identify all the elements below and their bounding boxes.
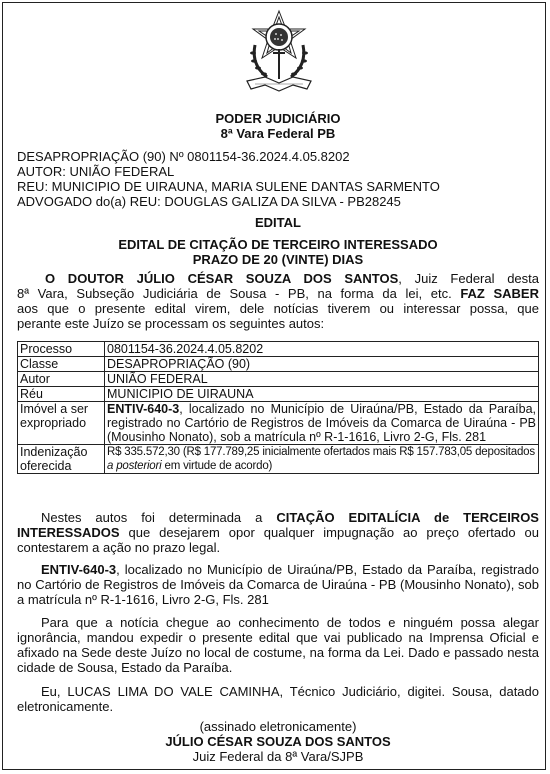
case-defendant-line: REU: MUNICIPIO DE UIRAUNA, MARIA SULENE DANTAS SARMENTO bbox=[17, 179, 440, 194]
signature-note: (assinado eletronicamente) bbox=[199, 719, 357, 734]
document-title: EDITAL DE CITAÇÃO DE TERCEIRO INTERESSADO bbox=[118, 237, 438, 252]
case-info bbox=[17, 149, 539, 209]
clerk-paragraph: Eu, LUCAS LIMA DO VALE CAMINHA, Técnico Judiciário, digitei. Sousa, datado eletronicamente. bbox=[17, 684, 539, 714]
table-row bbox=[18, 342, 539, 357]
judge-name: O DOUTOR JÚLIO CÉSAR SOUZA DOS SANTOS bbox=[45, 271, 399, 286]
table-value bbox=[105, 402, 539, 445]
brazil-coat-of-arms-icon bbox=[241, 9, 317, 97]
citation-bold: CITAÇÃO EDITALÍCIA de TERCEIROS INTERESSADOS bbox=[17, 510, 539, 540]
publication-paragraph: Para que a notícia chegue ao conhecimento de todos e ninguém possa alegar ignorância, mandou expedir o presente edital que vai publicado na Imprensa Oficial e afixado na Sede deste Juízo no local de costume, na forma da Lei. Dado e passado nesta cidade de Sousa, Estado da Paraíba. bbox=[17, 615, 539, 675]
signer-name: JÚLIO CÉSAR SOUZA DOS SANTOS bbox=[165, 734, 391, 749]
table-key: Classe bbox=[18, 357, 105, 372]
table-key: Imóvel a ser expropriado bbox=[18, 402, 105, 445]
property-description: , localizado no Município de Uiraúna/PB, Estado da Paraíba, registrado no Cartório de Registros de Imóveis da Comarca de Uiraúna - PB (Mousinho Nonato), sob a matrícula nº R-1-1616, Livro 2-G, Fls. 281 bbox=[107, 402, 536, 444]
indemnity-italic: a posteriori bbox=[107, 460, 162, 472]
org-heading: PODER JUDICIÁRIO bbox=[215, 111, 341, 126]
property-paragraph bbox=[17, 562, 539, 607]
table-key: Processo bbox=[18, 342, 105, 357]
signer-role: Juiz Federal da 8ª Vara/SJPB bbox=[192, 749, 364, 764]
process-table bbox=[17, 341, 539, 474]
intro-text-1: , Juiz Federal desta bbox=[398, 271, 539, 286]
case-class-line: DESAPROPRIAÇÃO (90) Nº 0801154-36.2024.4.05.8202 bbox=[17, 149, 350, 164]
table-value: UNIÃO FEDERAL bbox=[105, 372, 539, 387]
citation-text-1: Nestes autos foi determinada a bbox=[41, 510, 277, 525]
table-value: DESAPROPRIAÇÃO (90) bbox=[105, 357, 539, 372]
table-row bbox=[18, 372, 539, 387]
property-text: , localizado no Município de Uiraúna/PB, Estado da Paraíba, registrado no Cartório de Registros de Imóveis da Comarca de Uiraúna - PB (Mousinho Nonato), sob a matrícula nº R-1-1616, Livro 2-G, Fls. 281 bbox=[17, 562, 539, 607]
table-row bbox=[18, 402, 539, 445]
intro-text-3: aos que o presente edital virem, dele notícias tiverem ou interessar possa, que bbox=[17, 301, 539, 316]
table-row bbox=[18, 357, 539, 372]
edital-label: EDITAL bbox=[255, 215, 301, 230]
case-author-line: AUTOR: UNIÃO FEDERAL bbox=[17, 164, 175, 179]
document-subtitle: PRAZO DE 20 (VINTE) DIAS bbox=[192, 252, 364, 267]
citation-text-2: que desejarem opor qualquer impugnação ao preço ofertado ou contestarem a ação no prazo legal. bbox=[17, 525, 539, 555]
table-value: 0801154-36.2024.4.05.8202 bbox=[105, 342, 539, 357]
table-value: MUNICIPIO DE UIRAUNA bbox=[105, 387, 539, 402]
property-code: ENTIV-640-3 bbox=[107, 402, 180, 416]
intro-text-4: perante este Juízo se processam os seguintes autos: bbox=[17, 316, 325, 331]
intro-paragraph bbox=[17, 271, 539, 331]
case-lawyer-line: ADVOGADO do(a) REU: DOUGLAS GALIZA DA SILVA - PB28245 bbox=[17, 194, 401, 209]
signature-block bbox=[17, 719, 539, 764]
table-key: Réu bbox=[18, 387, 105, 402]
indemnity-text-2: em virtude de acordo) bbox=[161, 460, 273, 472]
intro-text-2: 8ª Vara, Subseção Judiciária de Sousa - PB, na forma da lei, etc. bbox=[17, 286, 461, 301]
citation-paragraph bbox=[17, 510, 539, 555]
table-row bbox=[18, 445, 539, 474]
faz-saber: FAZ SABER bbox=[460, 286, 539, 301]
table-row bbox=[18, 387, 539, 402]
table-key: Autor bbox=[18, 372, 105, 387]
table-key: Indenização oferecida bbox=[18, 445, 105, 474]
property-code: ENTIV-640-3 bbox=[41, 562, 117, 577]
indemnity-text-1: R$ 335.572,30 (R$ 177.789,25 inicialmente ofertados mais R$ 157.783,05 depositados bbox=[107, 446, 535, 458]
document-frame bbox=[2, 2, 546, 770]
court-heading: 8ª Vara Federal PB bbox=[220, 126, 336, 141]
table-value bbox=[105, 445, 539, 474]
